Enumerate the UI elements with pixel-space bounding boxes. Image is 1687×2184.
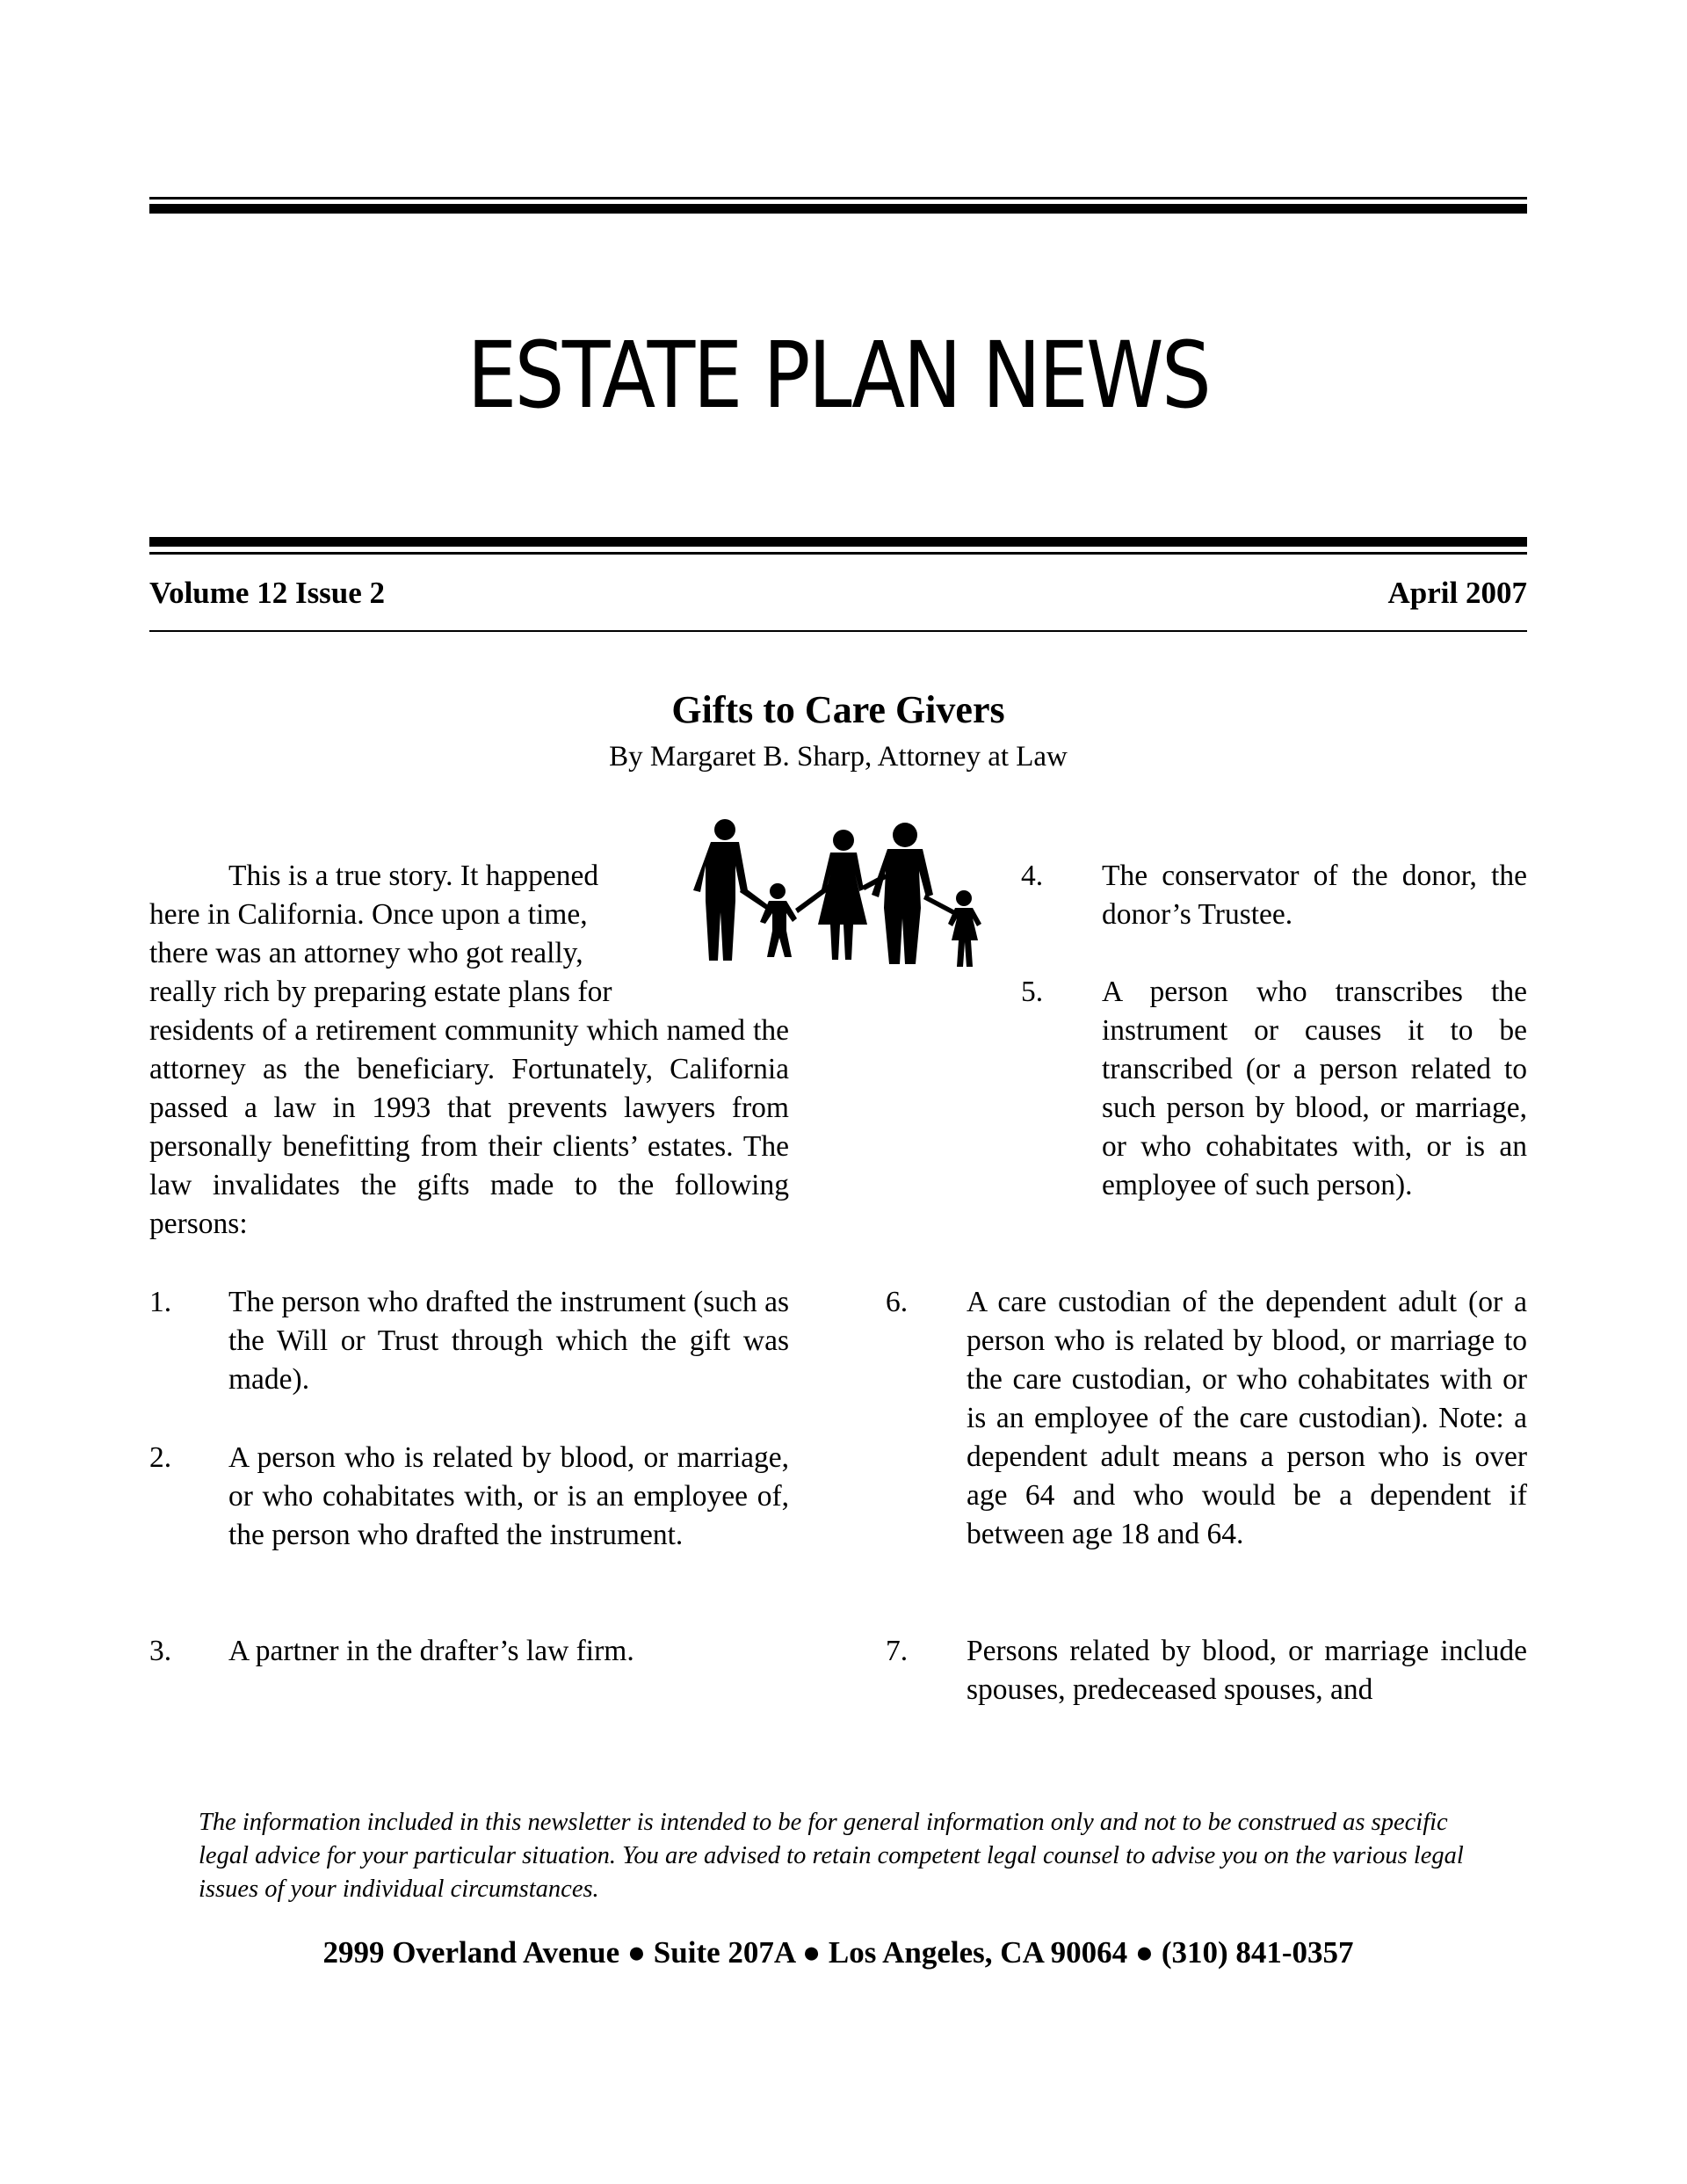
intro-line-2: here in California. Once upon a time, [149, 898, 588, 931]
issue-volume: Volume 12 Issue 2 [149, 576, 386, 610]
list-text: Persons related by blood, or marriage include spouses, predeceased spouses, and [967, 1635, 1527, 1706]
list-text: A person who is related by blood, or marriage, or who cohabitates with, or is an employee of, the person who drafted the instrument. [228, 1441, 789, 1551]
list-text: A care custodian of the dependent adult (or a person who is related by blood, or marriage to the care custodian, or who cohabitates with or is an employee of the care custodian). Note: a dependent adult means a person who is over age 64 and who would be a dependent if between age 18 and 64. [967, 1286, 1527, 1550]
list-text: The conservator of the donor, the donor’s Trustee. [1102, 860, 1527, 931]
header-rule-thick [149, 537, 1527, 547]
article-intro [149, 857, 789, 1244]
list-number: 2. [149, 1441, 172, 1474]
article-title: Gifts to Care Givers [671, 688, 1005, 731]
article-byline: By Margaret B. Sharp, Attorney at Law [609, 741, 1068, 773]
intro-line-3: there was an attorney who got really, [149, 937, 583, 969]
top-rule-thick [149, 204, 1527, 214]
issue-bar [149, 576, 1527, 611]
list-number: 3. [149, 1635, 172, 1667]
list-number: 7. [886, 1635, 909, 1667]
intro-line-4: really rich by preparing estate plans for [149, 976, 612, 1008]
disclaimer: The information included in this newsletter is intended to be for general information only and not to be construed as specific legal advice for your particular situation. You are advised to retain competent legal counsel to advise you on the various legal issues of your individual circumstances. [199, 1809, 1464, 1903]
list-text: A person who transcribes the instrument or causes it to be transcribed (or a person related to such person by blood, or marriage, or who cohabitates with, or is an employee of such person). [1102, 976, 1527, 1201]
list-text: The person who drafted the instrument (such as the Will or Trust through which the gift was made). [228, 1286, 789, 1396]
issue-rule [149, 630, 1527, 632]
intro-line-1: This is a true story. It happened [228, 860, 599, 892]
issue-date: April 2007 [1387, 576, 1527, 610]
header-rule-thin [149, 552, 1527, 555]
masthead-title: ESTATE PLAN NEWS [467, 322, 1210, 429]
list-number: 5. [1021, 976, 1044, 1008]
top-rule-thin [149, 197, 1527, 200]
list-number: 6. [886, 1286, 909, 1318]
list-number: 4. [1021, 860, 1044, 892]
list-number: 1. [149, 1286, 172, 1318]
intro-rest: residents of a retirement community which named the attorney as the beneficiary. Fortunately, California passed a law in 1993 that prevents lawyers from personally benefitting from their clients’ estates. The law invalidates the gifts made to the following persons: [149, 1014, 789, 1240]
footer-address: 2999 Overland Avenue ● Suite 207A ● Los Angeles, CA 90064 ● (310) 841-0357 [322, 1935, 1354, 1970]
list-text: A partner in the drafter’s law firm. [228, 1635, 634, 1667]
